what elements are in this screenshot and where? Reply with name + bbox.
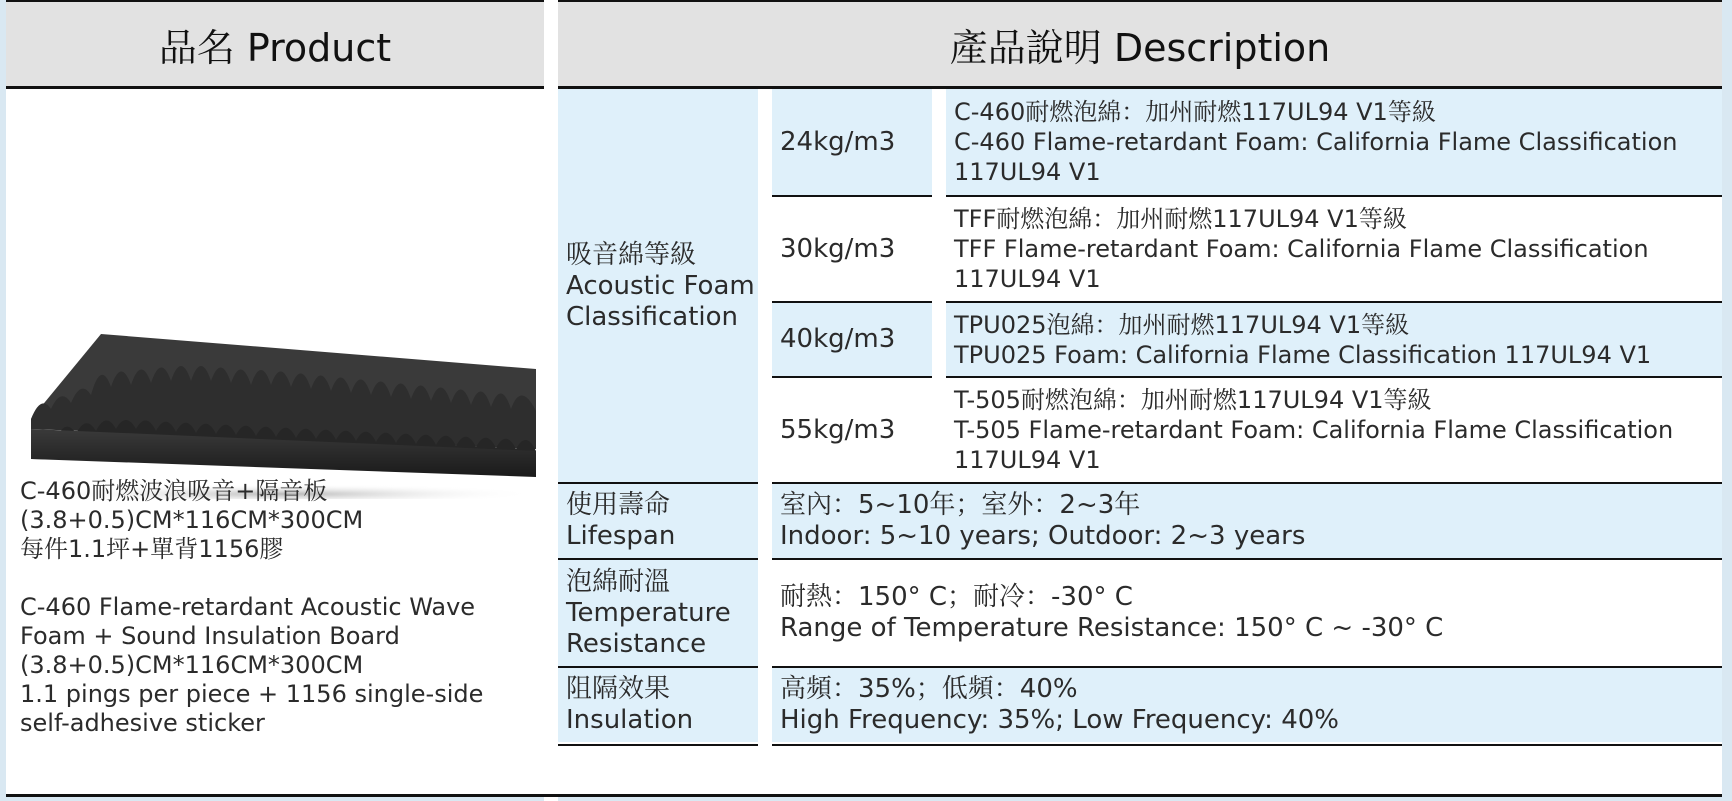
inner-column-gap <box>758 89 772 794</box>
product-size-en: (3.8+0.5)CM*116CM*300CM <box>20 651 364 679</box>
classification-desc-40 <box>946 303 1722 376</box>
product-coverage-en-line2: self-adhesive sticker <box>20 709 265 737</box>
product-coverage-en-line1: 1.1 pings per piece + 1156 single-side <box>20 680 484 708</box>
desc-en-line2: 117UL94 V1 <box>954 265 1101 293</box>
classification-desc-55 <box>946 378 1722 482</box>
insulation-value-en: High Frequency: 35%; Low Frequency: 40% <box>780 705 1339 735</box>
insulation-label-en: Insulation <box>566 705 694 735</box>
temperature-label-en-line1: Temperature <box>566 597 731 628</box>
product-cell <box>6 89 544 794</box>
product-size: (3.8+0.5)CM*116CM*300CM <box>20 506 364 534</box>
product-coverage-zh: 每件1.1坪+單背1156膠 <box>20 535 284 563</box>
density-value: 55kg/m3 <box>780 414 896 445</box>
temperature-value-zh: 耐熱：150° C；耐冷：-30° C <box>780 582 1133 612</box>
lifespan-value-en: Indoor: 5~10 years; Outdoor: 2~3 years <box>780 521 1306 551</box>
temperature-value-cell <box>772 560 1722 666</box>
temperature-label-cell <box>558 560 758 666</box>
density-value: 40kg/m3 <box>780 324 896 354</box>
desc-zh: TFF耐燃泡綿：加州耐燃117UL94 V1等級 <box>954 205 1407 233</box>
product-description <box>20 477 540 738</box>
desc-zh: C-460耐燃泡綿：加州耐燃117UL94 V1等級 <box>954 98 1436 126</box>
description-column-header <box>558 0 1722 89</box>
insulation-value-zh: 高頻：35%；低頻：40% <box>780 674 1078 704</box>
inner-column-gap <box>932 89 946 482</box>
table-bottom-border <box>6 794 1722 797</box>
density-value: 30kg/m3 <box>780 233 896 264</box>
insulation-value-cell <box>772 668 1722 742</box>
desc-en-line2: 117UL94 V1 <box>954 446 1101 474</box>
lifespan-label-cell <box>558 484 758 558</box>
column-gap <box>544 0 558 801</box>
section-divider <box>558 744 1722 746</box>
product-header-label: 品名 Product <box>158 25 392 70</box>
classification-label-en-line1: Acoustic Foam <box>566 271 755 301</box>
product-name-zh: C-460耐燃波浪吸音+隔音板 <box>20 477 328 505</box>
density-cell-24 <box>772 89 932 195</box>
insulation-label-cell <box>558 668 758 742</box>
temperature-value-en: Range of Temperature Resistance: 150° C ~ -30° C <box>780 613 1444 643</box>
temperature-label-zh: 泡綿耐溫 <box>566 566 671 597</box>
density-cell-55 <box>772 378 932 482</box>
desc-en-line1: C-460 Flame-retardant Foam: California Flame Classification <box>954 128 1678 156</box>
density-cell-30 <box>772 197 932 301</box>
product-name-en-line1: C-460 Flame-retardant Acoustic Wave <box>20 593 476 621</box>
desc-en-line1: TFF Flame-retardant Foam: California Flame Classification <box>954 235 1649 263</box>
classification-desc-30 <box>946 197 1722 301</box>
classification-label-cell <box>558 89 758 484</box>
lifespan-value-zh: 室內：5~10年；室外：2~3年 <box>780 490 1141 520</box>
desc-zh: TPU025泡綿：加州耐燃117UL94 V1等級 <box>954 310 1410 339</box>
product-name-en-line2: Foam + Sound Insulation Board <box>20 622 400 650</box>
lifespan-label-zh: 使用壽命 <box>566 490 671 520</box>
product-column-header <box>6 0 544 89</box>
density-value: 24kg/m3 <box>780 126 896 157</box>
classification-label-zh: 吸音綿等級 <box>566 240 697 270</box>
desc-en-line1: T-505 Flame-retardant Foam: California Flame Classification <box>954 416 1674 444</box>
desc-en-line2: 117UL94 V1 <box>954 158 1101 186</box>
acoustic-foam-image <box>16 299 536 499</box>
classification-desc-24 <box>946 89 1722 195</box>
desc-zh: T-505耐燃泡綿：加州耐燃117UL94 V1等級 <box>954 386 1432 414</box>
classification-label-en-line2: Classification <box>566 302 739 332</box>
density-cell-40 <box>772 303 932 376</box>
desc-en-line1: TPU025 Foam: California Flame Classification 117UL94 V1 <box>954 340 1652 369</box>
insulation-label-zh: 阻隔效果 <box>566 674 671 704</box>
temperature-label-en-line2: Resistance <box>566 628 707 659</box>
lifespan-value-cell <box>772 484 1722 558</box>
description-header-label: 產品說明 Description <box>949 25 1331 70</box>
lifespan-label-en: Lifespan <box>566 521 676 551</box>
